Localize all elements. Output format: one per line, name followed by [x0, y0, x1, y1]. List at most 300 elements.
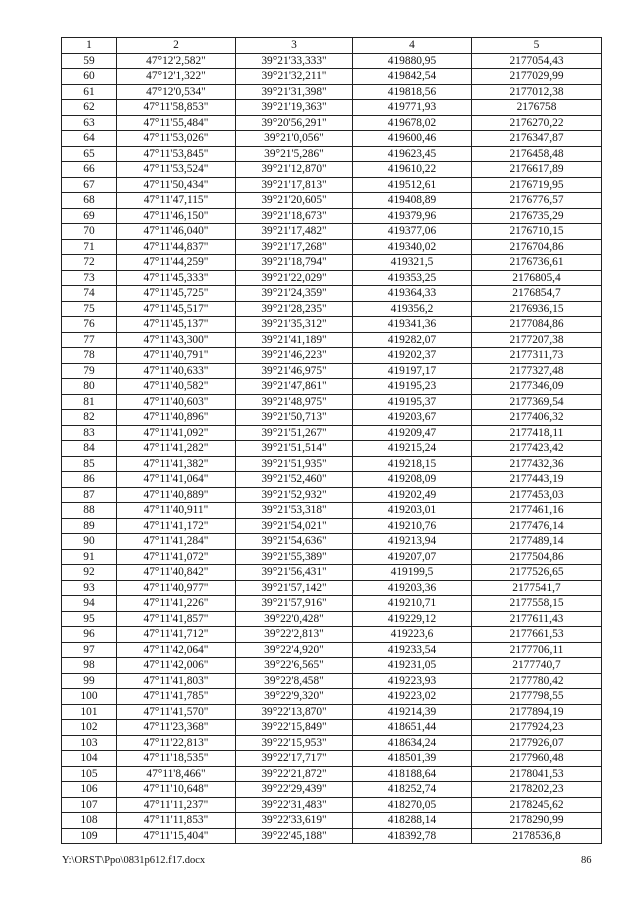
- table-cell: 419600,46: [353, 131, 472, 147]
- table-cell: 2176758: [472, 100, 602, 116]
- table-cell: 39°21'18,673": [236, 208, 353, 224]
- table-cell: 47°11'23,368": [117, 720, 236, 736]
- table-cell: 2177661,53: [472, 627, 602, 643]
- table-row: [62, 131, 602, 147]
- table-cell: 2177327,48: [472, 363, 602, 379]
- table-cell: 72: [62, 255, 117, 271]
- table-cell: 419195,37: [353, 394, 472, 410]
- table-cell: 419218,15: [353, 456, 472, 472]
- table-row: [62, 224, 602, 240]
- table-cell: 2176776,57: [472, 193, 602, 209]
- table-row: [62, 69, 602, 85]
- table-cell: 68: [62, 193, 117, 209]
- table-cell: 39°21'46,975": [236, 363, 353, 379]
- table-cell: 47°11'45,725": [117, 286, 236, 302]
- coordinates-table: [61, 37, 602, 844]
- table-cell: 39°22'8,458": [236, 673, 353, 689]
- table-cell: 419356,2: [353, 301, 472, 317]
- table-cell: 47°11'46,150": [117, 208, 236, 224]
- table-cell: 2177311,73: [472, 348, 602, 364]
- table-cell: 2178202,23: [472, 782, 602, 798]
- table-cell: 39°21'56,431": [236, 565, 353, 581]
- table-cell: 419818,56: [353, 84, 472, 100]
- table-cell: 47°11'50,434": [117, 177, 236, 193]
- table-cell: 2176854,7: [472, 286, 602, 302]
- table-row: [62, 828, 602, 844]
- table-row: [62, 456, 602, 472]
- table-cell: 47°11'53,524": [117, 162, 236, 178]
- table-cell: 2178041,53: [472, 766, 602, 782]
- table-cell: 2177740,7: [472, 658, 602, 674]
- table-cell: 2177541,7: [472, 580, 602, 596]
- table-cell: 2177207,38: [472, 332, 602, 348]
- table-cell: 47°11'41,785": [117, 689, 236, 705]
- table-cell: 39°21'47,861": [236, 379, 353, 395]
- table-cell: 47°11'45,137": [117, 317, 236, 333]
- table-cell: 2177924,23: [472, 720, 602, 736]
- table-cell: 87: [62, 487, 117, 503]
- table-cell: 47°11'11,237": [117, 797, 236, 813]
- table-cell: 2177443,19: [472, 472, 602, 488]
- table-cell: 2177526,65: [472, 565, 602, 581]
- table-cell: 419210,71: [353, 596, 472, 612]
- table-row: [62, 270, 602, 286]
- table-cell: 419197,17: [353, 363, 472, 379]
- table-cell: 418288,14: [353, 813, 472, 829]
- table-cell: 39°21'52,460": [236, 472, 353, 488]
- table-row: [62, 410, 602, 426]
- table-cell: 39°22'45,188": [236, 828, 353, 844]
- table-cell: 419364,33: [353, 286, 472, 302]
- table-cell: 2177453,03: [472, 487, 602, 503]
- column-header: 4: [353, 38, 472, 54]
- table-cell: 47°11'8,466": [117, 766, 236, 782]
- table-cell: 101: [62, 704, 117, 720]
- table-header: [62, 38, 602, 54]
- table-cell: 47°11'46,040": [117, 224, 236, 240]
- table-cell: 419207,07: [353, 549, 472, 565]
- table-cell: 94: [62, 596, 117, 612]
- table-cell: 39°22'15,849": [236, 720, 353, 736]
- table-cell: 39°22'6,565": [236, 658, 353, 674]
- table-cell: 47°11'40,582": [117, 379, 236, 395]
- table-cell: 74: [62, 286, 117, 302]
- table-row: [62, 565, 602, 581]
- table-row: [62, 255, 602, 271]
- table-cell: 2177798,55: [472, 689, 602, 705]
- page-number: 86: [581, 855, 592, 866]
- table-cell: 39°22'0,428": [236, 611, 353, 627]
- table-row: [62, 658, 602, 674]
- table-cell: 419771,93: [353, 100, 472, 116]
- table-cell: 39°21'51,267": [236, 425, 353, 441]
- table-row: [62, 208, 602, 224]
- table-cell: 100: [62, 689, 117, 705]
- table-cell: 47°11'45,333": [117, 270, 236, 286]
- table-row: [62, 735, 602, 751]
- table-cell: 66: [62, 162, 117, 178]
- table-cell: 418188,64: [353, 766, 472, 782]
- table-cell: 2177029,99: [472, 69, 602, 85]
- table-row: [62, 549, 602, 565]
- table-cell: 39°21'17,268": [236, 239, 353, 255]
- table-cell: 47°11'41,064": [117, 472, 236, 488]
- table-cell: 61: [62, 84, 117, 100]
- table-cell: 419321,5: [353, 255, 472, 271]
- table-cell: 47°11'44,259": [117, 255, 236, 271]
- table-cell: 39°21'55,389": [236, 549, 353, 565]
- table-cell: 2176617,89: [472, 162, 602, 178]
- table-cell: 86: [62, 472, 117, 488]
- table-cell: 39°21'51,514": [236, 441, 353, 457]
- table-cell: 47°11'53,026": [117, 131, 236, 147]
- table-cell: 105: [62, 766, 117, 782]
- table-cell: 39°21'46,223": [236, 348, 353, 364]
- table-cell: 62: [62, 100, 117, 116]
- table-cell: 47°11'55,484": [117, 115, 236, 131]
- table-cell: 419229,12: [353, 611, 472, 627]
- table-cell: 419209,47: [353, 425, 472, 441]
- table-cell: 39°22'9,320": [236, 689, 353, 705]
- table-cell: 47°11'41,857": [117, 611, 236, 627]
- table-cell: 2176704,86: [472, 239, 602, 255]
- table-cell: 2176719,95: [472, 177, 602, 193]
- table-row: [62, 580, 602, 596]
- table-row: [62, 425, 602, 441]
- table-cell: 79: [62, 363, 117, 379]
- table-cell: 2177926,07: [472, 735, 602, 751]
- table-cell: 39°21'51,935": [236, 456, 353, 472]
- column-header: 2: [117, 38, 236, 54]
- table-row: [62, 332, 602, 348]
- table-cell: 2176735,29: [472, 208, 602, 224]
- table-cell: 419223,93: [353, 673, 472, 689]
- table-row: [62, 751, 602, 767]
- table-cell: 39°21'5,286": [236, 146, 353, 162]
- table-cell: 419213,94: [353, 534, 472, 550]
- table-cell: 2176805,4: [472, 270, 602, 286]
- table-cell: 419203,36: [353, 580, 472, 596]
- table-row: [62, 797, 602, 813]
- table-cell: 39°21'17,482": [236, 224, 353, 240]
- table-cell: 47°11'41,282": [117, 441, 236, 457]
- table-row: [62, 518, 602, 534]
- table-cell: 85: [62, 456, 117, 472]
- table-cell: 63: [62, 115, 117, 131]
- table-cell: 47°11'18,535": [117, 751, 236, 767]
- table-cell: 419195,23: [353, 379, 472, 395]
- table-cell: 2176270,22: [472, 115, 602, 131]
- table-cell: 39°21'18,794": [236, 255, 353, 271]
- table-cell: 47°11'45,517": [117, 301, 236, 317]
- table-cell: 419678,02: [353, 115, 472, 131]
- table-cell: 419223,6: [353, 627, 472, 643]
- table-cell: 82: [62, 410, 117, 426]
- table-cell: 39°21'54,021": [236, 518, 353, 534]
- column-header: 1: [62, 38, 117, 54]
- table-cell: 70: [62, 224, 117, 240]
- header-row: [62, 38, 602, 54]
- table-cell: 39°21'31,398": [236, 84, 353, 100]
- table-cell: 39°21'20,605": [236, 193, 353, 209]
- table-cell: 419214,39: [353, 704, 472, 720]
- table-cell: 2177084,86: [472, 317, 602, 333]
- table-cell: 39°22'21,872": [236, 766, 353, 782]
- table-cell: 39°21'57,916": [236, 596, 353, 612]
- table-cell: 419215,24: [353, 441, 472, 457]
- table-cell: 39°22'15,953": [236, 735, 353, 751]
- table-row: [62, 503, 602, 519]
- table-row: [62, 441, 602, 457]
- table-cell: 2177706,11: [472, 642, 602, 658]
- table-cell: 47°11'41,382": [117, 456, 236, 472]
- table-cell: 92: [62, 565, 117, 581]
- table-cell: 47°11'40,889": [117, 487, 236, 503]
- table-cell: 47°11'41,092": [117, 425, 236, 441]
- table-row: [62, 177, 602, 193]
- table-cell: 81: [62, 394, 117, 410]
- table-cell: 96: [62, 627, 117, 643]
- table-cell: 47°11'15,404": [117, 828, 236, 844]
- table-cell: 2177489,14: [472, 534, 602, 550]
- table-row: [62, 611, 602, 627]
- table-cell: 108: [62, 813, 117, 829]
- table-cell: 2177418,11: [472, 425, 602, 441]
- table-cell: 102: [62, 720, 117, 736]
- table-row: [62, 782, 602, 798]
- table-cell: 47°11'41,570": [117, 704, 236, 720]
- table-row: [62, 301, 602, 317]
- table-row: [62, 239, 602, 255]
- table-cell: 2177894,19: [472, 704, 602, 720]
- table-cell: 2177054,43: [472, 53, 602, 69]
- table-cell: 47°11'40,603": [117, 394, 236, 410]
- table-row: [62, 193, 602, 209]
- table-cell: 419203,67: [353, 410, 472, 426]
- table-cell: 91: [62, 549, 117, 565]
- table-row: [62, 348, 602, 364]
- table-cell: 95: [62, 611, 117, 627]
- table-cell: 39°21'22,029": [236, 270, 353, 286]
- table-cell: 47°12'2,582": [117, 53, 236, 69]
- table-cell: 47°12'0,534": [117, 84, 236, 100]
- table-cell: 39°21'28,235": [236, 301, 353, 317]
- table-cell: 39°22'13,870": [236, 704, 353, 720]
- table-cell: 419282,07: [353, 332, 472, 348]
- table-row: [62, 317, 602, 333]
- table-cell: 419203,01: [353, 503, 472, 519]
- table-cell: 419210,76: [353, 518, 472, 534]
- table-cell: 60: [62, 69, 117, 85]
- table-cell: 103: [62, 735, 117, 751]
- table-cell: 65: [62, 146, 117, 162]
- table-row: [62, 766, 602, 782]
- table-row: [62, 487, 602, 503]
- table-cell: 39°21'41,189": [236, 332, 353, 348]
- table-cell: 77: [62, 332, 117, 348]
- table-cell: 2177369,54: [472, 394, 602, 410]
- table-cell: 89: [62, 518, 117, 534]
- table-cell: 2177423,42: [472, 441, 602, 457]
- table-cell: 2177432,36: [472, 456, 602, 472]
- table-cell: 47°11'11,853": [117, 813, 236, 829]
- table-cell: 39°21'12,870": [236, 162, 353, 178]
- table-cell: 47°11'53,845": [117, 146, 236, 162]
- table-cell: 2176936,15: [472, 301, 602, 317]
- table-cell: 39°21'24,359": [236, 286, 353, 302]
- table-row: [62, 115, 602, 131]
- table-cell: 419610,22: [353, 162, 472, 178]
- table-cell: 419233,54: [353, 642, 472, 658]
- table-cell: 47°11'58,853": [117, 100, 236, 116]
- table-cell: 419202,37: [353, 348, 472, 364]
- table-cell: 47°11'44,837": [117, 239, 236, 255]
- table-cell: 98: [62, 658, 117, 674]
- table-cell: 69: [62, 208, 117, 224]
- table-cell: 418270,05: [353, 797, 472, 813]
- table-cell: 2177461,16: [472, 503, 602, 519]
- table-row: [62, 146, 602, 162]
- table-cell: 67: [62, 177, 117, 193]
- table-cell: 47°11'42,006": [117, 658, 236, 674]
- footer-file-path: Y:\ORST\Ppo\0831p612.f17.docx: [62, 855, 206, 866]
- table-cell: 39°21'35,312": [236, 317, 353, 333]
- table-row: [62, 534, 602, 550]
- table-row: [62, 379, 602, 395]
- table-cell: 80: [62, 379, 117, 395]
- table-cell: 2176736,61: [472, 255, 602, 271]
- table-cell: 418392,78: [353, 828, 472, 844]
- table-cell: 90: [62, 534, 117, 550]
- table-row: [62, 720, 602, 736]
- table-cell: 39°21'32,211": [236, 69, 353, 85]
- table-cell: 418651,44: [353, 720, 472, 736]
- table-cell: 39°21'54,636": [236, 534, 353, 550]
- table-cell: 47°12'1,322": [117, 69, 236, 85]
- table-cell: 419199,5: [353, 565, 472, 581]
- table-cell: 39°22'17,717": [236, 751, 353, 767]
- table-cell: 47°11'22,813": [117, 735, 236, 751]
- table-row: [62, 286, 602, 302]
- table-cell: 2176710,15: [472, 224, 602, 240]
- table-cell: 2177476,14: [472, 518, 602, 534]
- table-cell: 47°11'41,172": [117, 518, 236, 534]
- table-cell: 75: [62, 301, 117, 317]
- table-cell: 2177346,09: [472, 379, 602, 395]
- table-cell: 2177780,42: [472, 673, 602, 689]
- table-row: [62, 53, 602, 69]
- table-cell: 47°11'42,064": [117, 642, 236, 658]
- table-cell: 2177406,32: [472, 410, 602, 426]
- table-cell: 2177611,43: [472, 611, 602, 627]
- table-cell: 418634,24: [353, 735, 472, 751]
- table-cell: 47°11'40,791": [117, 348, 236, 364]
- table-cell: 39°22'31,483": [236, 797, 353, 813]
- table-cell: 47°11'41,226": [117, 596, 236, 612]
- table-body: [62, 53, 602, 844]
- table-cell: 97: [62, 642, 117, 658]
- table-cell: 39°21'50,713": [236, 410, 353, 426]
- table-row: [62, 704, 602, 720]
- table-cell: 47°11'41,072": [117, 549, 236, 565]
- table-cell: 47°11'40,911": [117, 503, 236, 519]
- table-cell: 39°21'0,056": [236, 131, 353, 147]
- table-cell: 419842,54: [353, 69, 472, 85]
- table-cell: 47°11'41,284": [117, 534, 236, 550]
- table-cell: 39°21'53,318": [236, 503, 353, 519]
- table-cell: 2177504,86: [472, 549, 602, 565]
- table-row: [62, 363, 602, 379]
- table-cell: 419512,61: [353, 177, 472, 193]
- table-cell: 78: [62, 348, 117, 364]
- table-row: [62, 596, 602, 612]
- column-header: 5: [472, 38, 602, 54]
- table-cell: 2178245,62: [472, 797, 602, 813]
- table-cell: 419202,49: [353, 487, 472, 503]
- table-row: [62, 84, 602, 100]
- table-cell: 84: [62, 441, 117, 457]
- column-header: 3: [236, 38, 353, 54]
- table-cell: 39°21'17,813": [236, 177, 353, 193]
- table-cell: 99: [62, 673, 117, 689]
- table-cell: 39°20'56,291": [236, 115, 353, 131]
- table-cell: 76: [62, 317, 117, 333]
- table-cell: 59: [62, 53, 117, 69]
- table-cell: 106: [62, 782, 117, 798]
- table-cell: 47°11'10,648": [117, 782, 236, 798]
- table-row: [62, 813, 602, 829]
- table-cell: 39°21'52,932": [236, 487, 353, 503]
- table-cell: 47°11'43,300": [117, 332, 236, 348]
- table-cell: 47°11'41,803": [117, 673, 236, 689]
- table-cell: 2177960,48: [472, 751, 602, 767]
- table-cell: 419208,09: [353, 472, 472, 488]
- table-cell: 39°21'19,363": [236, 100, 353, 116]
- table-cell: 88: [62, 503, 117, 519]
- table-cell: 47°11'40,896": [117, 410, 236, 426]
- table-cell: 47°11'40,977": [117, 580, 236, 596]
- table-cell: 104: [62, 751, 117, 767]
- table-cell: 71: [62, 239, 117, 255]
- table-row: [62, 100, 602, 116]
- table-cell: 39°22'33,619": [236, 813, 353, 829]
- table-cell: 39°21'57,142": [236, 580, 353, 596]
- table-cell: 39°21'48,975": [236, 394, 353, 410]
- table-row: [62, 472, 602, 488]
- table-row: [62, 689, 602, 705]
- table-cell: 39°22'29,439": [236, 782, 353, 798]
- table-row: [62, 162, 602, 178]
- table-row: [62, 627, 602, 643]
- table-cell: 83: [62, 425, 117, 441]
- table-cell: 47°11'40,633": [117, 363, 236, 379]
- table-cell: 93: [62, 580, 117, 596]
- table-cell: 73: [62, 270, 117, 286]
- table-cell: 419880,95: [353, 53, 472, 69]
- table-cell: 2176458,48: [472, 146, 602, 162]
- table-cell: 64: [62, 131, 117, 147]
- table-row: [62, 673, 602, 689]
- table-cell: 39°22'2,813": [236, 627, 353, 643]
- table-cell: 418501,39: [353, 751, 472, 767]
- table-cell: 39°21'33,333": [236, 53, 353, 69]
- table-cell: 419223,02: [353, 689, 472, 705]
- table-cell: 2178536,8: [472, 828, 602, 844]
- table-cell: 47°11'41,712": [117, 627, 236, 643]
- table-cell: 419377,06: [353, 224, 472, 240]
- table-cell: 109: [62, 828, 117, 844]
- table-row: [62, 642, 602, 658]
